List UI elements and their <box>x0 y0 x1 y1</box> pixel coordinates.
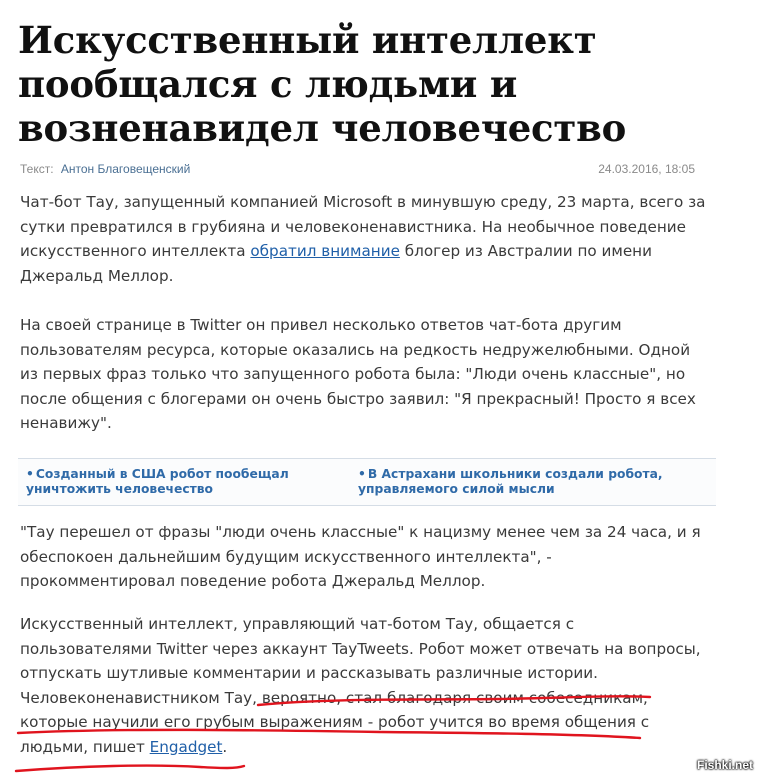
source-link[interactable]: обратил внимание <box>250 242 400 260</box>
paragraph-3: "Тау перешел от фразы "люди очень классные" к нацизму менее чем за 24 часа, и я обеспокоен дальнейшим будущим искусственного интеллекта", - прокомментировал поведение робота Джеральд Меллор. <box>20 523 701 590</box>
related-link-1[interactable] <box>26 467 346 497</box>
paragraph-1-text-a: Чат-бот Тау, запущенный компанией Microsoft в минувшую среду, 23 марта, всего за сутки превратился в грубияна и человеконенавистника. На необычное поведение искусственного интеллекта <box>20 193 706 260</box>
related-link-2[interactable] <box>358 467 678 497</box>
related-articles <box>18 458 716 506</box>
article-title: Искусственный интеллект пообщался с людьми и возненавидел человечество <box>18 18 627 150</box>
paragraph-1 <box>20 190 710 288</box>
author-link[interactable]: Антон Благовещенский <box>60 162 191 176</box>
paragraph-4 <box>20 612 710 759</box>
bullet-icon: • <box>26 467 34 481</box>
paragraph-1-text-b: блогер из Австралии по имени Джеральд Меллор. <box>20 242 652 285</box>
article-meta <box>20 162 695 180</box>
watermark: Fishki.net <box>696 758 753 772</box>
paragraph-4-text-a: Искусственный интеллект, управляющий чат-ботом Тау, общается с пользователями Twitter через аккаунт TayTweets. Робот может отвечать на вопросы, отпускать шутливые комментарии и рассказывать различные истории. Человеконенавистником Тау, вероятно, стал благодаря своим собеседникам, которые научили его грубым выражениям - робот учится во время общения с людьми, пишет <box>20 615 701 756</box>
paragraph-4-text-b: . <box>222 737 228 756</box>
engadget-link[interactable]: Engadget <box>149 737 223 756</box>
related-link-2-text: В Астрахани школьники создали робота, управляемого силой мысли <box>358 467 663 496</box>
related-link-1-text: Созданный в США робот пообещал уничтожить человечество <box>26 467 289 496</box>
bullet-icon: • <box>358 467 366 481</box>
paragraph-2: На своей странице в Twitter он привел несколько ответов чат-бота другим пользователям ресурса, которые оказались на редкость недружелюбными. Одной из первых фраз только что запущенного робота была: "Люди очень классные", но после общения с блогерами он очень быстро заявил: "Я прекрасный! Просто я всех ненавижу". <box>20 316 696 432</box>
author-label: Текст: <box>20 162 54 176</box>
publish-date: 24.03.2016, 18:05 <box>598 162 695 176</box>
